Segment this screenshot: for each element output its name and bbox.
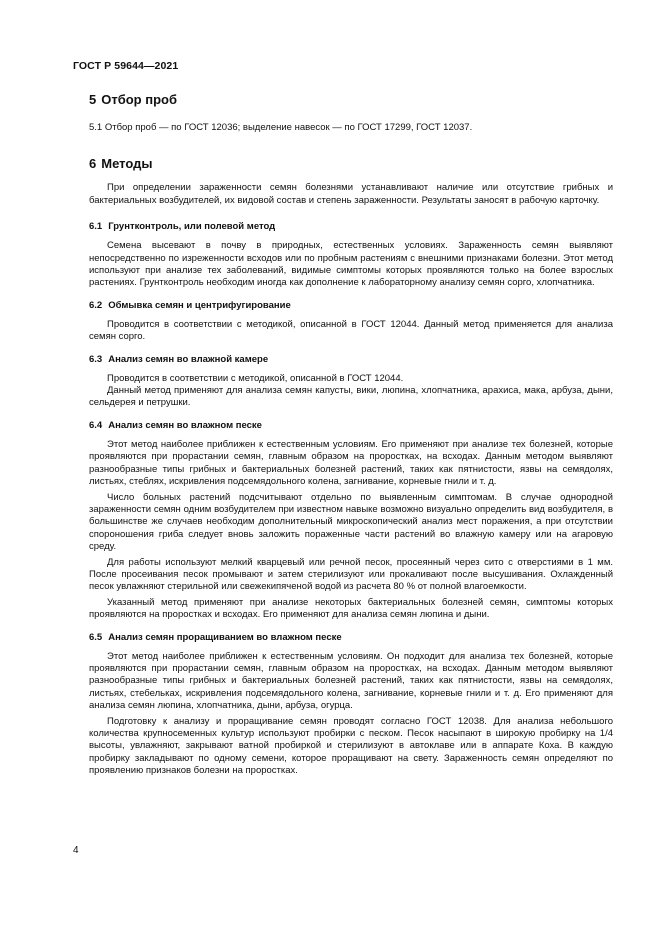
subsection-6-1-heading [89,221,613,233]
paragraph: Число больных растений подсчитывают отдельно по выявленным симптомам. В случае однородной зараженности семян одним возбудителем при известном навыке возможно визуально определить вид возбудителя, в большинстве же случаев необходим дополнительный микроскопический анализ мест поражения, а при отсутствии спороношения гриба следует вновь заложить пораженные части растений во влажную камеру или на агаровую среду. [89,491,613,553]
subsection-number: 6.4 [89,419,103,431]
document-body [89,92,613,778]
paragraph: Для работы используют мелкий кварцевый или речной песок, просеянный через сито с отверстиями в 1 мм. После просеивания песок промывают и затем стерилизуют или прокаливают после высушивания. Охлажденный песок увлажняют стерильной или свежекипяченой водой из расчета 80 % от полной влагоемкости. [89,556,613,593]
section-number: 5 [89,92,97,107]
section-title: Отбор проб [101,92,177,107]
section-title: Методы [101,156,153,172]
paragraph: Проводится в соответствии с методикой, описанной в ГОСТ 12044. [107,372,404,384]
subsection-title: Анализ семян проращиванием во влажном песке [108,631,342,643]
subsection-6-4-heading [89,420,613,432]
subsection-number: 6.3 [89,353,103,365]
section-6-heading [89,156,613,172]
subsection-number: 6.1 [89,221,103,233]
subsection-title: Анализ семян во влажной камере [108,353,269,365]
subsection-number: 6.2 [89,299,103,311]
page-number: 4 [73,845,79,856]
subsection-title: Грунтконтроль, или полевой метод [108,221,276,233]
subsection-6-3-heading [89,354,613,366]
subsection-title: Обмывка семян и центрифугирование [108,299,291,311]
section-number: 6 [89,156,97,172]
subsection-title: Анализ семян во влажном песке [108,419,262,431]
document-id-header: ГОСТ Р 59644—2021 [73,60,179,72]
paragraph: Этот метод наиболее приближен к естественным условиям. Его применяют при анализе тех болезней, которые проявляются при прорастании семян, главным образом на проростках, на всходах. Данным методом выявляют разнообразные типы грибных и бактериальных болезней растений, таких как пятнистости, язвы на семядолях, листьях, стеблях, искривления подсемядольного колена, загнивание, корневые гнили и т. д. [89,438,613,488]
paragraph: Этот метод наиболее приближен к естественным условиям. Он подходит для анализа тех болезней, которые проявляются при прорастании семян, главным образом на проростках, на всходах. Данным методом выявляют разнообразные типы грибных и бактериальных болезней растений, таких как пятнистости, язвы на семядолях, листьях, стебельках, искривления подсемядольного колена, загнивание, корневые гнили и т. д. Его применяют для анализа семян люпина, хлопчатника, дыни, арбуза, огурца. [89,650,613,712]
paragraph-5-1: 5.1 Отбор проб — по ГОСТ 12036; выделение навесок — по ГОСТ 17299, ГОСТ 12037. [89,122,473,133]
section-6-intro: При определении зараженности семян болезнями устанавливают наличие или отсутствие грибных и бактериальных возбудителей, их видовой состав и степень зараженности. Результаты заносят в рабочую карточку. [89,182,613,206]
subsection-6-5-heading [89,632,613,644]
subsection-number: 6.5 [89,631,103,643]
paragraph: Данный метод применяют для анализа семян капусты, вики, люпина, хлопчатника, арахиса, мака, арбуза, дыни, сельдерея и петрушки. [89,385,613,409]
section-5-heading [89,92,613,108]
paragraph: Семена высевают в почву в природных, естественных условиях. Зараженность семян выявляют непосредственно по изреженности всходов или по пробным растениям с внешними признаками болезни. Этот метод используют при анализе тех заболеваний, видимые симптомы которых проявляются только на более взрослых растениях. Грунтконтроль необходим иногда как дополнение к лабораторному анализу семян сорго, хлопчатника. [89,240,613,289]
paragraph: Подготовку к анализу и проращивание семян проводят согласно ГОСТ 12038. Для анализа небольшого количества крупносеменных культур используют пробирки с песком. Песок насыпают в широкую пробирку на 1/4 высоты, увлажняют, закрывают ватной пробиркой и стерилизуют в автоклаве или в аппарате Коха. В каждую пробирку закладывают по одному семени, которое проращивают на свету. Зараженность семян определяют по проявлению признаков болезни на проростках. [89,715,613,777]
paragraph: Указанный метод применяют при анализе некоторых бактериальных болезней семян, симптомы которых проявляются на проростках и всходах. Его применяют для анализа семян люпина и дыни. [89,596,613,621]
subsection-6-2-heading [89,300,613,312]
paragraph: Проводится в соответствии с методикой, описанной в ГОСТ 12044. Данный метод применяется для анализа семян сорго. [89,318,613,343]
